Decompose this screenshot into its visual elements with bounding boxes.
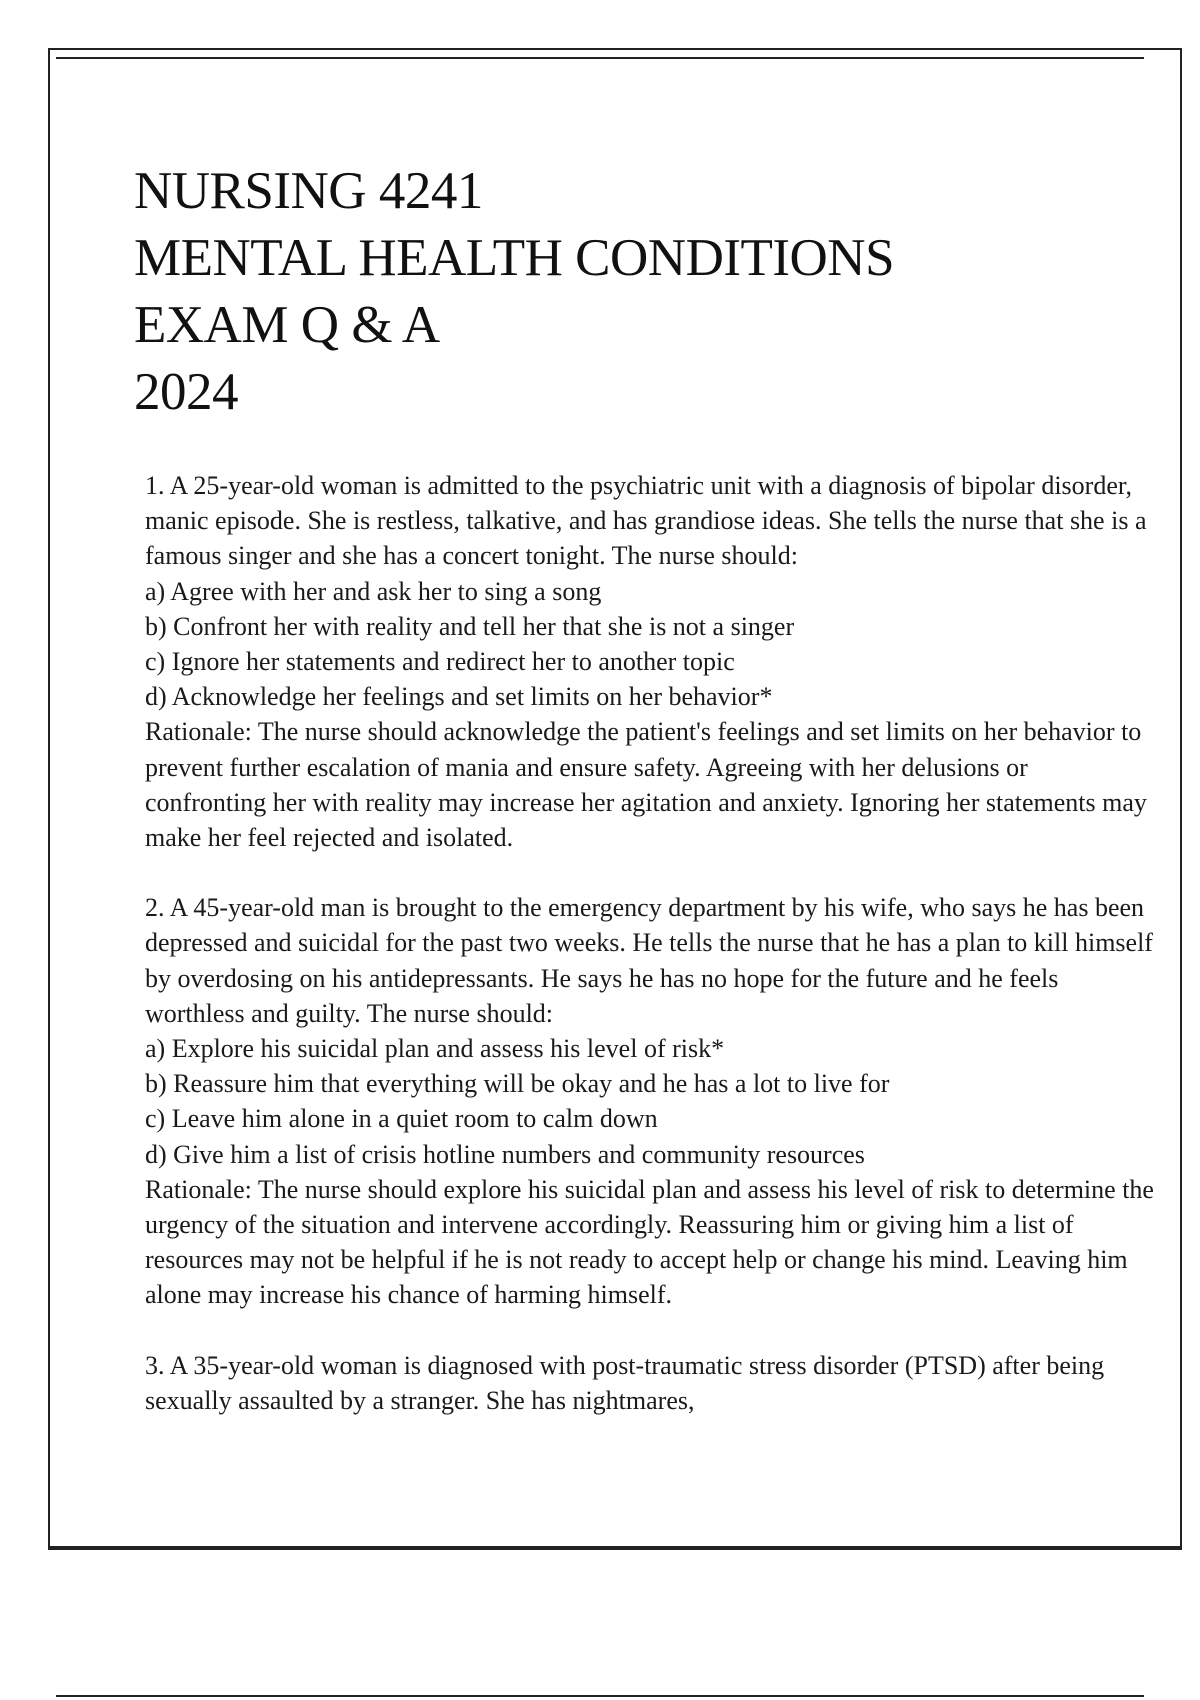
exam-content — [145, 468, 1155, 1548]
bottom-rule — [56, 1695, 1144, 1697]
title-line-subject: MENTAL HEALTH CONDITIONS — [134, 229, 895, 287]
question-3 — [145, 1348, 1155, 1418]
answer-option-c: c) Leave him alone in a quiet room to calm down — [145, 1104, 658, 1134]
answer-option-c: c) Ignore her statements and redirect her to another topic — [145, 647, 735, 677]
title-line-course: NURSING 4241 — [134, 162, 483, 220]
question-stem: 2. A 45-year-old man is brought to the emergency department by his wife, who says he has been depressed and suicidal for the past two weeks. He tells the nurse that he has a plan to kill himself by overdosing on his antidepressants. He says he has no hope for the future and he feels worthless and guilty. The nurse should: — [145, 893, 1153, 1028]
answer-option-d: d) Acknowledge her feelings and set limits on her behavior* — [145, 682, 773, 712]
title-line-exam: EXAM Q & A — [134, 296, 440, 354]
rationale: Rationale: The nurse should explore his suicidal plan and assess his level of risk to determine the urgency of the situation and intervene accordingly. Reassuring him or giving him a list of resources may not be helpful if he is not ready to accept help or change his mind. Leaving him alone may increase his chance of harming himself. — [145, 1174, 1154, 1310]
frame-bottom-edge — [48, 1548, 1182, 1550]
question-stem: 3. A 35-year-old woman is diagnosed with post-traumatic stress disorder (PTSD) after being sexually assaulted by a stranger. She has nightmares, — [145, 1350, 1105, 1415]
answer-option-d: d) Give him a list of crisis hotline numbers and community resources — [145, 1139, 865, 1169]
question-1 — [145, 468, 1155, 855]
question-2 — [145, 890, 1155, 1312]
rationale: Rationale: The nurse should acknowledge the patient's feelings and set limits on her behavior to prevent further escalation of mania and ensure safety. Agreeing with her delusions or confronting her with reality may increase her agitation and anxiety. Ignoring her statements may make her feel rejected and isolated. — [145, 717, 1147, 853]
answer-option-b: b) Confront her with reality and tell her that she is not a singer — [145, 611, 795, 641]
title-line-year: 2024 — [134, 363, 238, 421]
answer-option-a: a) Explore his suicidal plan and assess his level of risk* — [145, 1034, 725, 1064]
question-stem: 1. A 25-year-old woman is admitted to the psychiatric unit with a diagnosis of bipolar disorder, manic episode. She is restless, talkative, and has grandiose ideas. She tells the nurse that she is a famous singer and she has a concert tonight. The nurse should: — [145, 471, 1147, 571]
page-gap — [0, 1562, 1200, 1682]
answer-option-a: a) Agree with her and ask her to sing a song — [145, 576, 602, 606]
answer-option-b: b) Reassure him that everything will be okay and he has a lot to live for — [145, 1069, 890, 1099]
document-title — [134, 158, 894, 426]
